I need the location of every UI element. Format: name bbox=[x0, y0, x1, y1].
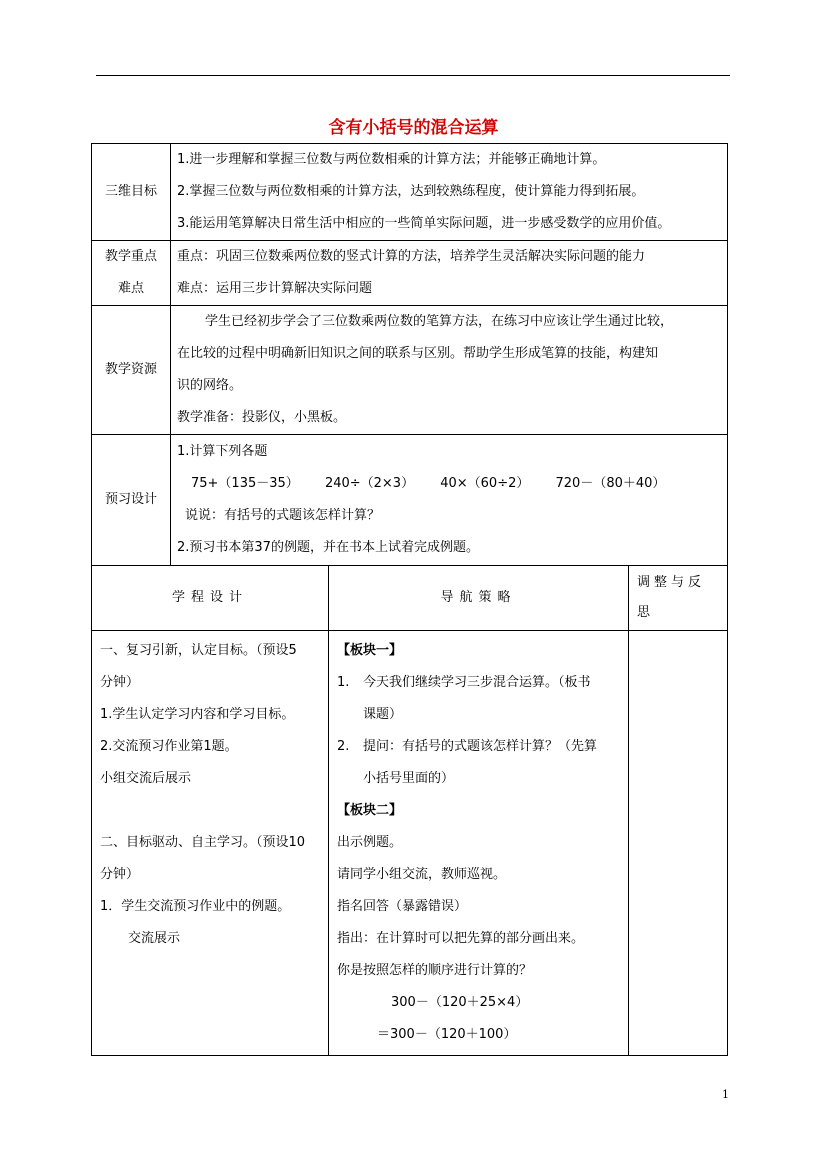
focus-row bbox=[92, 241, 728, 306]
column-header-middle: 导航策略 bbox=[329, 566, 629, 631]
resources-line: 在比较的过程中明确新旧知识之间的联系与区别。帮助学生形成笔算的技能，构建知 bbox=[177, 346, 659, 361]
preview-item1: 1.计算下列各题 bbox=[177, 444, 268, 459]
strategy-item bbox=[337, 667, 620, 699]
process-line: 分钟） bbox=[100, 675, 140, 690]
header-rule bbox=[96, 75, 730, 76]
goal-item: 1.进一步理解和掌握三位数与两位数相乘的计算方法；并能够正确地计算。 bbox=[177, 152, 606, 167]
goals-row bbox=[92, 144, 728, 241]
strategy-item-number: 1. bbox=[337, 675, 350, 690]
process-line: 1.学生认定学习内容和学习目标。 bbox=[100, 707, 295, 722]
strategy-line: 出示例题。 bbox=[337, 835, 403, 850]
preview-expr: 75+（135－35） bbox=[191, 476, 299, 491]
column-header-right-line1: 调整与反 bbox=[637, 575, 706, 590]
process-spacer bbox=[100, 795, 320, 827]
goals-label: 三维目标 bbox=[92, 144, 171, 241]
equation-line: ＝300－（120＋100） bbox=[377, 1027, 517, 1042]
reflection-column bbox=[629, 631, 728, 1056]
process-left-column bbox=[92, 631, 329, 1056]
preview-row bbox=[92, 435, 728, 566]
process-line: 分钟） bbox=[100, 867, 140, 882]
resources-prep: 教学准备：投影仪，小黑板。 bbox=[177, 410, 347, 425]
resources-content bbox=[171, 306, 728, 435]
column-header-right-line2: 思 bbox=[637, 605, 655, 620]
column-header-left: 学程设计 bbox=[92, 566, 329, 631]
strategy-item-cont: 课题） bbox=[363, 707, 403, 722]
focus-label bbox=[92, 241, 171, 306]
goal-item: 2.掌握三位数与两位数相乘的计算方法，达到较熟练程度，使计算能力得到拓展。 bbox=[177, 184, 645, 199]
block-one-heading: 【板块一】 bbox=[337, 643, 403, 658]
strategy-line: 指出：在计算时可以把先算的部分画出来。 bbox=[337, 931, 585, 946]
goals-content bbox=[171, 144, 728, 241]
focus-label-line2: 难点 bbox=[117, 281, 144, 296]
preview-expr: 40×（60÷2） bbox=[440, 476, 530, 491]
strategy-item-text: 今天我们继续学习三步混合运算。（板书 bbox=[363, 675, 591, 690]
focus-label-line1: 教学重点 bbox=[104, 249, 157, 264]
strategy-line: 你是按照怎样的顺序进行计算的？ bbox=[337, 963, 533, 978]
preview-expr: 240÷（2×3） bbox=[324, 476, 415, 491]
strategy-item-text: 提问：有括号的式题该怎样计算？（先算 bbox=[363, 739, 598, 754]
preview-item2: 2.预习书本第37的例题，并在书本上试着完成例题。 bbox=[177, 540, 479, 555]
equation-line: 300－（120＋25×4） bbox=[391, 995, 529, 1010]
process-line: 2.交流预习作业第1题。 bbox=[100, 739, 238, 754]
process-line: 一、复习引新，认定目标。（预设5 bbox=[100, 643, 297, 658]
resources-label: 教学资源 bbox=[92, 306, 171, 435]
column-header-right bbox=[629, 566, 728, 631]
block-two-heading: 【板块二】 bbox=[337, 803, 403, 818]
preview-content bbox=[171, 435, 728, 566]
focus-content bbox=[171, 241, 728, 306]
page-number: 1 bbox=[722, 1088, 729, 1101]
lesson-plan-table bbox=[91, 143, 728, 1056]
focus-key: 重点：巩固三位数乘两位数的竖式计算的方法，培养学生灵活解决实际问题的能力 bbox=[177, 249, 646, 264]
resources-line: 学生已经初步学会了三位数乘两位数的笔算方法，在练习中应该让学生通过比较， bbox=[205, 314, 674, 329]
process-line: 二、目标驱动、自主学习。（预设10 bbox=[100, 835, 306, 850]
preview-expressions bbox=[177, 468, 721, 500]
goal-item: 3.能运用笔算解决日常生活中相应的一些简单实际问题，进一步感受数学的应用价值。 bbox=[177, 216, 671, 231]
process-row bbox=[92, 631, 728, 1056]
page-title: 含有小括号的混合运算 bbox=[328, 118, 499, 138]
preview-say: 说说：有括号的式题该怎样计算？ bbox=[185, 508, 381, 523]
strategy-item-number: 2. bbox=[337, 739, 350, 754]
strategy-item-cont: 小括号里面的） bbox=[363, 771, 455, 786]
preview-expr: 720－（80＋40） bbox=[555, 476, 666, 491]
process-line: 1．学生交流预习作业中的例题。 bbox=[100, 899, 291, 914]
resources-row bbox=[92, 306, 728, 435]
column-header-row bbox=[92, 566, 728, 631]
process-middle-column bbox=[329, 631, 629, 1056]
process-line: 小组交流后展示 bbox=[100, 771, 192, 786]
strategy-item bbox=[337, 731, 620, 763]
strategy-line: 指名回答（暴露错误） bbox=[337, 899, 468, 914]
process-line: 交流展示 bbox=[128, 931, 181, 946]
preview-label: 预习设计 bbox=[92, 435, 171, 566]
strategy-line: 请同学小组交流，教师巡视。 bbox=[337, 867, 507, 882]
resources-line: 识的网络。 bbox=[177, 378, 243, 393]
focus-difficulty: 难点：运用三步计算解决实际问题 bbox=[177, 281, 373, 296]
